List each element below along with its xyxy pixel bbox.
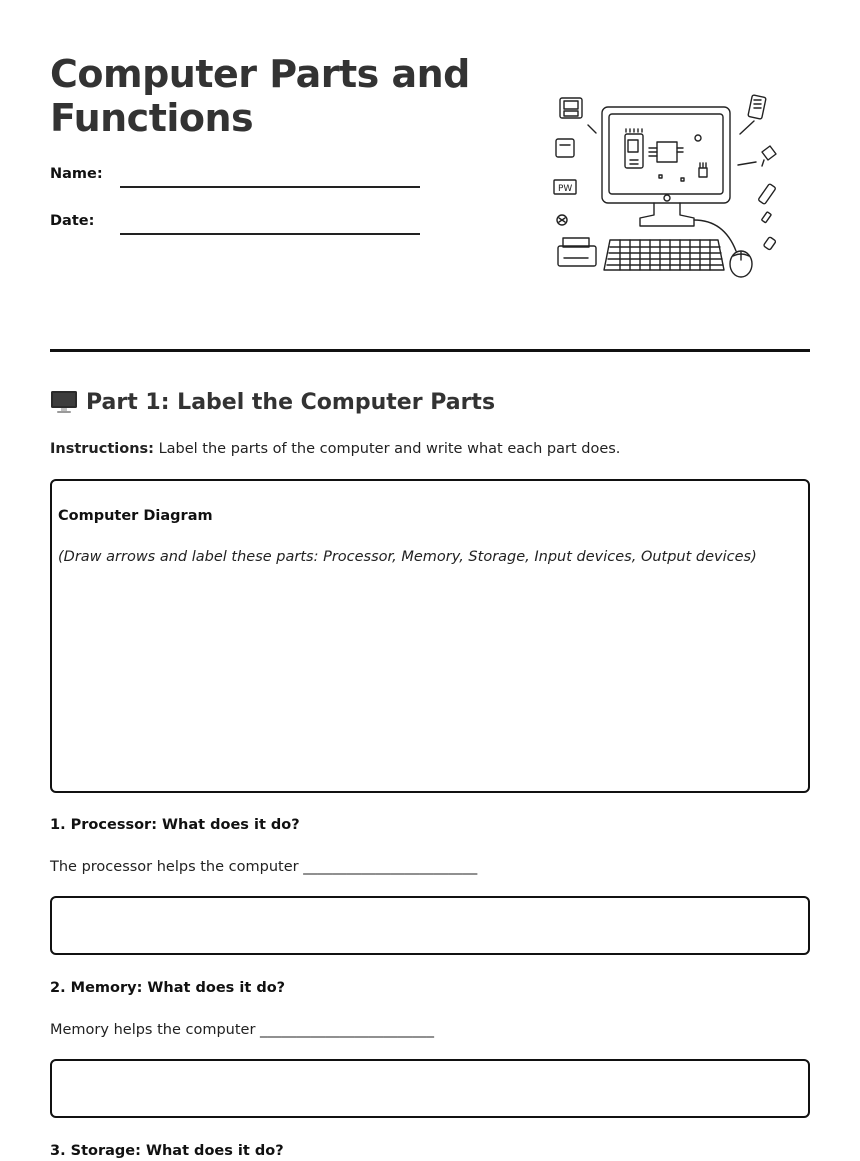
section-divider xyxy=(50,349,810,352)
date-line[interactable] xyxy=(120,233,420,235)
date-label: Date: xyxy=(50,213,95,229)
computer-illustration xyxy=(550,90,790,285)
title-line-1: Computer Parts and xyxy=(50,52,470,96)
question-2-title: 2. Memory: What does it do? xyxy=(50,980,286,996)
worksheet-title xyxy=(50,52,490,140)
title-line-2: Functions xyxy=(50,96,254,140)
svg-text:PW: PW xyxy=(558,184,573,194)
question-2-answer-box[interactable] xyxy=(50,1059,810,1118)
instructions-label: Instructions: xyxy=(50,441,154,457)
part-1-heading xyxy=(50,389,495,415)
desktop-computer-icon xyxy=(50,389,78,415)
question-2-prompt: Memory helps the computer ________________________ xyxy=(50,1022,435,1038)
instructions xyxy=(50,441,620,457)
name-line[interactable] xyxy=(120,186,420,188)
part-1-title: Part 1: Label the Computer Parts xyxy=(86,389,496,415)
question-1-answer-box[interactable] xyxy=(50,896,810,955)
computer-diagram-box[interactable] xyxy=(50,479,810,793)
name-label: Name: xyxy=(50,166,103,182)
diagram-title: Computer Diagram xyxy=(58,508,213,524)
diagram-instructions: (Draw arrows and label these parts: Processor, Memory, Storage, Input devices, Output devices) xyxy=(58,549,757,565)
instructions-text: Label the parts of the computer and write what each part does. xyxy=(153,441,621,457)
question-1-title: 1. Processor: What does it do? xyxy=(50,817,300,833)
question-3-title: 3. Storage: What does it do? xyxy=(50,1143,284,1159)
question-1-prompt: The processor helps the computer ________________________ xyxy=(50,859,478,875)
